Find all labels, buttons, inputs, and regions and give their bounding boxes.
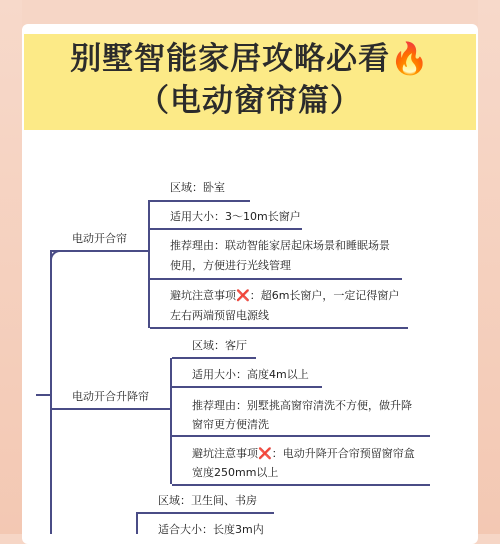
page-title — [24, 38, 476, 122]
title-line2: （电动窗帘篇） — [138, 83, 362, 119]
b2-item-4a — [192, 444, 415, 463]
title-line1: 别墅智能家居攻略必看 — [70, 41, 391, 77]
branch-3-connector — [136, 512, 138, 534]
warning-x-icon: ❌ — [236, 289, 250, 302]
branch-underline-2 — [52, 408, 160, 410]
b3-underline-1 — [138, 512, 274, 514]
b2-item-4-text: ：电动升降开合帘预留窗帘盒 — [271, 447, 415, 460]
b1-item-3a: 推荐理由：联动智能家居起床场景和睡眠场景 — [170, 239, 390, 252]
background-left — [0, 0, 22, 534]
b2-item-4b: 宽度250mm以上 — [192, 466, 279, 479]
b3-item-1: 区域：卫生间、书房 — [158, 494, 257, 507]
b1-item-2: 适用大小：3～10m长窗户 — [170, 210, 301, 223]
branch-2-connector — [170, 358, 172, 484]
b2-underline-1 — [172, 357, 256, 359]
b2-underline-4 — [172, 484, 430, 486]
fire-icon: 🔥 — [390, 41, 430, 77]
b2-underline-2 — [172, 386, 322, 388]
b2-item-2: 适用大小：高度4m以上 — [192, 368, 309, 381]
b2-item-4-label: 避坑注意事项 — [192, 447, 258, 460]
b3-item-2: 适合大小：长度3m内 — [158, 523, 264, 536]
b1-underline-1 — [150, 200, 250, 202]
root-connector — [50, 250, 52, 534]
branch-label-2: 电动开合升降帘 — [72, 390, 149, 403]
warning-x-icon-2: ❌ — [258, 447, 272, 460]
background-right — [478, 0, 500, 534]
branch-underline-1 — [52, 250, 140, 252]
b2-underline-3 — [172, 435, 430, 437]
branch-2-join — [160, 408, 172, 410]
b1-item-4-text: ：超6m长窗户，一定记得窗户 — [249, 289, 400, 302]
b2-item-3b: 窗帘更方便清洗 — [192, 418, 269, 431]
b1-item-4-label: 避坑注意事项 — [170, 289, 236, 302]
branch-label-1: 电动开合帘 — [72, 232, 127, 245]
b1-underline-4 — [150, 327, 408, 329]
b1-item-3b: 使用，方便进行光线管理 — [170, 259, 291, 272]
b1-item-1: 区域：卧室 — [170, 181, 225, 194]
root-stub — [36, 394, 52, 396]
b2-item-1: 区域：客厅 — [192, 339, 247, 352]
b2-item-3a: 推荐理由：别墅挑高窗帘清洗不方便，做升降 — [192, 399, 412, 412]
b1-item-4b: 左右两端预留电源线 — [170, 309, 269, 322]
b1-underline-3 — [150, 278, 402, 280]
b1-underline-2 — [150, 228, 302, 230]
branch-1-connector — [148, 200, 150, 328]
branch-1-join — [140, 250, 150, 252]
b1-item-4a — [170, 286, 399, 305]
